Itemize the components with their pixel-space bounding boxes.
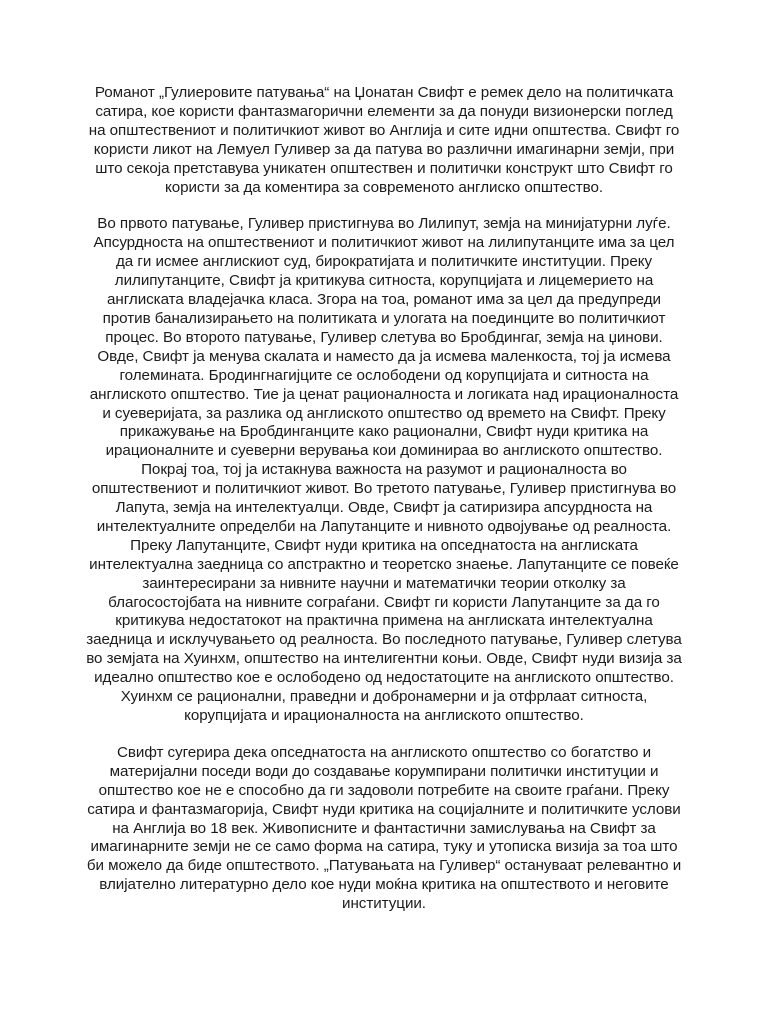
paragraph-voyages: Во првото патување, Гуливер пристигнува во Лилипут, земја на минијатурни луѓе. Апсурдноста на општествениот и политичкиот живот на лилипутанците има за цел да ги исмее англискиот суд, бирократијата и политичките институции. Преку лилипутанците, Свифт ја критикува ситноста, корупцијата и лицемериeто на англиската владејачка класа. Згора на тоа, романот има за цел да предупреди против банализирањето на политиката и улогата на поединците во политичкиот процес. Во второто патување, Гуливер слетува во Бробдингаг, земја на џинови. Овде, Свифт ја менува скалата и наместо да ја исмева маленкоста, тој ја исмева големината. Бродингнагијците се ослободени од корупцијата и ситноста на англиското општество. Тие ја ценат рационалноста и логиката над ирационалноста и суеверијата, за разлика од англиското општество од времето на Свифт. Преку прикажување на Бробдинганците како рационални, Свифт нуди критика на ирационалните и суеверни верувања кои доминираа во англиското општество. Покрај тоа, тој ја истакнува важноста на разумот и рационалноста во општествениот и политичкиот живот. Во третото патување, Гуливер пристигнува во Лапута, земја на интелектуалци. Овде, Свифт ја сатиризира апсурдноста на интелектуалните определби на Лапутанците и нивното одвојување од реалноста. Преку Лапутанците, Свифт нуди критика на опседнатоста на англиската интелектуална заедница со апстрактно и теоретско знаење. Лапутанците се повеќе заинтересирани за нивните научни и математички теории отколку за благосостојбата на нивните сограѓани. Свифт ги користи Лапутанците за да го критикува недостатокот на практична примена на англиската интелектуална заедница и исклучувањето од реалноста. Во последното патување, Гуливер слетува во земјата на Хуинхм, општество на интелигентни коњи. Овде, Свифт нуди визија за идеално општество кое е ослободено од недостатоците на англиското општество. Хуинхм се рационални, праведни и добронамерни и ја отфрлаат ситноста, корупцијата и ирационалноста на англиското општество. — [86, 215, 682, 724]
paragraph-intro: Романот „Гулиеровите патувања“ на Џонатан Свифт е ремек дело на политичката сатира, кое користи фантазмагорични елементи за да понуди визионерски поглед на општествениот и политичкиот живот во Англија и сите идни општества. Свифт го користи ликот на Лемуел Гуливер за да патува во различни имагинарни земји, при што секоја претставува уникатен општествен и политички конструкт што Свифт го користи за да коментира за современото англиско општество. — [88, 84, 680, 196]
paragraph-conclusion: Свифт сугерира дека опседнатоста на англиското општество со богатство и материјални поседи води до создавање корумпирани политички институции и општество кое не е способно да ги задоволи потребите на своите граѓани. Преку сатира и фантазмагорија, Свифт нуди критика на социјалните и политичките услови на Англија во 18 век. Живописните и фантастични замислувања на Свифт за имагинарните земји не се само форма на сатира, туку и утописка визија за тоа што би можело да биде општеството. „Патувањата на Гуливер“ остануваат релевантно и влијателно литературно дело кое нуди моќна критика на општеството и неговите институции. — [86, 743, 682, 913]
document-page — [86, 84, 682, 914]
